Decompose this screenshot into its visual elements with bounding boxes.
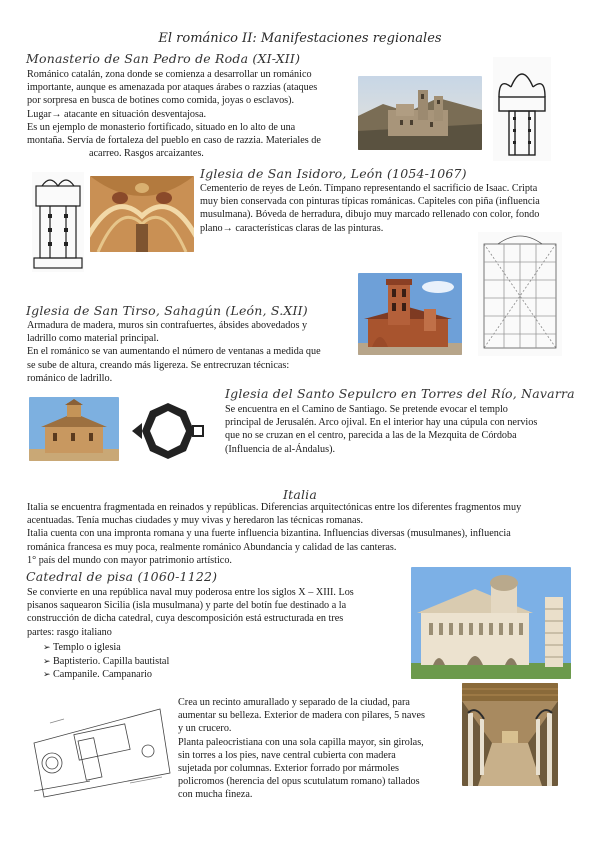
pisa-parts-list <box>27 641 327 682</box>
section-heading-roda: Monasterio de San Pedro de Roda (XI-XII) <box>26 51 301 66</box>
page-title: El románico II: Manifestaciones regionales <box>158 31 442 46</box>
list-item: ➢ Baptisterio. Capilla bautistal <box>27 655 327 669</box>
pisa-description-text: Crea un recinto amurallado y separado de la ciudad, para aumentar su belleza. Exterior de madera con pilares, 5 naves y un crucero. Planta paleocristiana con una sola capilla mayor, sin girolas, sin torres a los pies, nave central cubierta con madera sujetada por columnas. Exterior forrado por mármoles policromos (herencia del opus scutulatum romano) tallados con mucha fineza. <box>178 697 425 801</box>
italia-text: Italia se encuentra fragmentada en reinados y repúblicas. Diferencias arquitectónicas entre los diferentes fragmentos muy acentuadas. Tenía muchas ciudades y muy vivas y heredaron las técnicas romanas. Italia cuenta con una impronta romana y una fuerte influencia bizantina. Influencias diversas (musulmanes), influencia románica francesa es muy poca, realmente románico Abundancia y calidad de las canteras. 1° país del mundo con mayor patrimonio artístico. <box>27 502 522 566</box>
pisa-cathedral-photo <box>411 567 571 679</box>
pisa-interior-photo <box>462 683 558 786</box>
pisa-site-plan <box>30 703 172 799</box>
tirso-church-photo <box>358 273 462 355</box>
roda-text: Románico catalán, zona donde se comienza a desarrollar un románico importante, aunque es amenazada por ataques árabes o razzias (ataques por sorpresa en busca de botines como comida, joyas o esclavos). Lugar→ atacante en situación desventajosa. Es un ejemplo de monasterio fortificado, situado en lo alto de una montaña. Servía de fortaleza del pueblo en caso de razzia. Materiales de acarreo. Rasgos arcaizantes. <box>27 69 321 160</box>
sepulcro-church-photo <box>29 397 119 461</box>
section-heading-pisa: Catedral de pisa (1060-1122) <box>26 569 218 584</box>
isidoro-floor-plan <box>32 172 84 272</box>
pisa-text: Se convierte en una república naval muy poderosa entre los siglos X – XIII. Los pisanos saquearon Sicilia (isla musulmana) y parte del botín fue destinado a la construcción de dicha catedral, cuya descomposición está estructurada en tres partes: rasgo italiano <box>27 587 354 638</box>
section-heading-sepulcro: Iglesia del Santo Sepulcro en Torres del Río, Navarra <box>225 386 575 401</box>
roda-floor-plan <box>493 57 551 161</box>
list-item: ➢ Templo o iglesia <box>27 641 327 655</box>
section-heading-isidoro: Iglesia de San Isidoro, León (1054-1067) <box>200 166 467 181</box>
section-heading-tirso: Iglesia de San Tirso, Sahagún (León, S.XII) <box>26 303 308 318</box>
isidoro-text: Cementerio de reyes de León. Tímpano representando el sacrificio de Isaac. Cripta muy bien conservada con pinturas típicas románicas. Capiteles con piña (influencia musulmana). Bóveda de herradura, dibujo muy marcado rellenado con color, fondo plano→ características claras de las pinturas. <box>200 183 540 234</box>
list-item: ➢ Campanile. Campanario <box>27 668 327 682</box>
isidoro-crypt-photo <box>90 176 194 252</box>
sepulcro-text: Se encuentra en el Camino de Santiago. Se pretende evocar el templo principal de Jerusalén. Arco ojival. En el interior hay una cúpula con nervios que no se cruzan en el centro, parecida a las de la Mezquita de Córdoba (Influencia de al-Ándalus). <box>225 404 538 455</box>
roda-monastery-photo <box>358 76 482 150</box>
tirso-text: Armadura de madera, muros sin contrafuertes, ábsides abovedados y ladrillo como material principal. En el románico se van aumentando el número de ventanas a medida que se sube de altura, creando más ligereza. Se entrecruzan técnicas: románico de ladrillo. <box>27 320 321 384</box>
section-heading-italia: Italia <box>282 487 318 502</box>
tirso-floor-plan <box>478 232 562 356</box>
sepulcro-floor-plan <box>130 399 206 463</box>
